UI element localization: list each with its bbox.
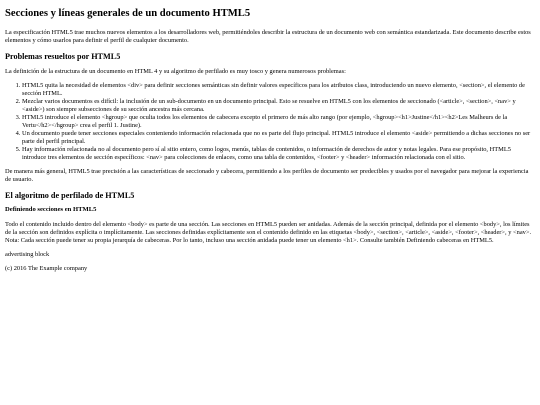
defining-sections-paragraph: Todo el contenido incluido dentro del elemento <body> es parte de una sección. Las secciones en HTML5 pueden ser anidadas. Además de la sección principal, definida por el elemento <body>, los límites de la sección son definidos explícita o implícitamente. Las secciones definidas explícitamente son el contenido definido en las etiquetas <body>, <section>, <article>, <aside>, <footer>, <header>, y <nav>. Nota: Cada sección puede tener su propia jerarquía de cabeceras. Por lo tanto, incluso una sección anidada puede tener un elemento <h1>. Consulte también Definiendo cabeceras en HTML5. <box>5 221 532 245</box>
list-item: 4. Un documento puede tener secciones especiales conteniendo información relacionada que no es parte del flujo principal. HTML5 introduce el elemento <aside> permitiendo a dichas secciones no ser parte del perfil principal. <box>22 130 535 146</box>
problems-conclusion-paragraph: De manera más general, HTML5 trae precisión a las características de seccionado y cabecera, permitiendo a los perfiles de documento ser predecibles y usados por el navegador para mejorar la experiencia de usuario. <box>5 167 529 183</box>
advertising-block: advertising block <box>5 251 50 259</box>
section-problems <box>5 52 535 184</box>
list-item: 5. Hay información relacionada no al documento pero sí al sitio entero, como logos, menús, tablas de contenidos, o información de derechos de autor y notas legales. Para ese propósito, HTML5 introduce tres elementos de sección específicos: <nav> para colecciones de enlaces, como una tabla de contenidos, <footer> y <header> información relacionada con el sitio. <box>22 146 535 162</box>
page-title: Secciones y líneas generales de un documento HTML5 <box>5 8 251 19</box>
list-item: 1. HTML5 quita la necesidad de elementos <div> para definir secciones semánticas sin definir valores específicos para los atributos class, introduciendo un nuevo elemento, <section>, el elemento de sección HTML. <box>22 82 535 98</box>
problems-lead-paragraph: La definición de la estructura de un documento en HTML 4 y su algoritmo de perfilado es muy tosco y genera numerosos problemas: <box>5 67 346 75</box>
intro-paragraph: La especificación HTML5 trae muchos nuevos elementos a los desarrolladores web, permitiéndoles describir la estructura de un documento web con semántica estandarizada. Este documento describe estos elementos y cómo usarlos para definir el perfil de cualquier documento. <box>5 28 531 44</box>
copyright-text: (c) 2016 The Example company <box>5 265 88 273</box>
section-heading-problems: Problemas resueltos por HTML5 <box>5 51 121 61</box>
section-heading-algorithm: El algoritmo de perfilado de HTML5 <box>5 190 135 200</box>
article <box>5 8 535 245</box>
section-outline-algorithm <box>5 191 535 246</box>
list-item: 3. HTML5 introduce el elemento <hgroup> que oculta todos los elementos de cabecera excepto el primero de más alto rango (por ejemplo, <hgroup><h1>Justine</h1><h2>Les Malheurs de la Vertu</h2></hgroup> crea el perfil 1. Justine). <box>22 114 535 130</box>
subsection-heading-defining-sections: Definiendo secciones en HTML5 <box>5 206 97 214</box>
list-item: 2. Mezclar varios documentos es difícil: la inclusión de un sub-documento en un documento principal. Esto se resuelve en HTML5 con los elementos de seccionado (<article>, <section>, <nav> y <aside>) son siempre subsecciones de su sección ancestra más cercana. <box>22 98 535 114</box>
problems-list <box>5 82 535 162</box>
page-footer <box>5 265 535 273</box>
